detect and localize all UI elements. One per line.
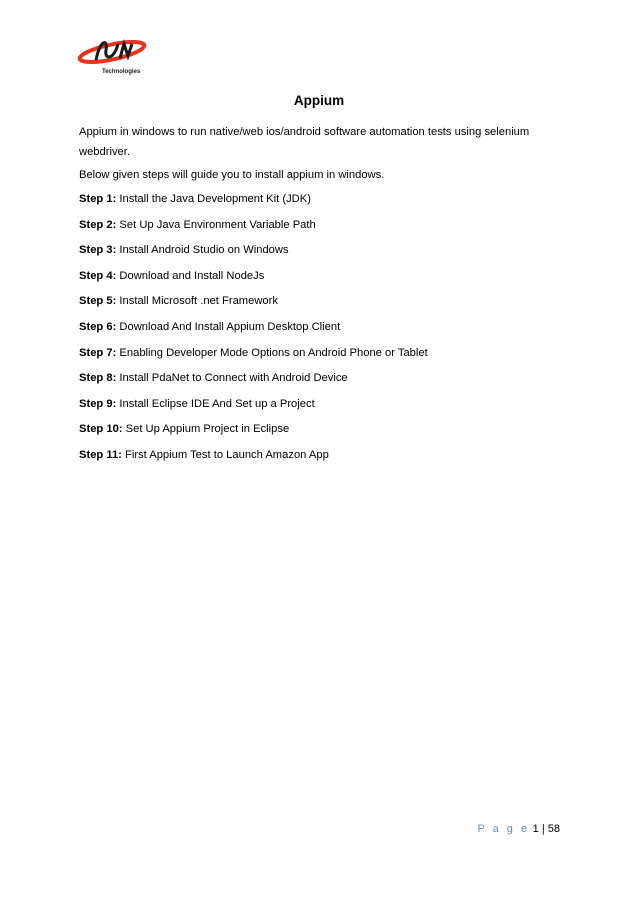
step-label: Step 10:	[79, 423, 123, 436]
step-label: Step 9:	[79, 397, 117, 410]
logo-text: Technologies	[102, 69, 141, 75]
step-label: Step 5:	[79, 295, 117, 308]
step-label: Step 2:	[79, 218, 117, 231]
step-text: Download and Install NodeJs	[119, 269, 265, 282]
step-text: Install Microsoft .net Framework	[119, 295, 278, 308]
step-item	[79, 187, 569, 213]
intro-paragraph: Appium in windows to run native/web ios/android software automation tests using selenium webdriver.	[79, 126, 530, 158]
page-word: P a g e	[477, 823, 530, 835]
step-text: Install the Java Development Kit (JDK)	[119, 193, 311, 205]
step-label: Step 4:	[79, 269, 117, 282]
step-text: Install Eclipse IDE And Set up a Project	[119, 397, 315, 410]
step-item	[79, 315, 569, 341]
step-text: Set Up Java Environment Variable Path	[119, 218, 316, 231]
step-text: Set Up Appium Project in Eclipse	[125, 423, 290, 436]
step-label: Step 1:	[79, 193, 117, 205]
step-text: Install Android Studio on Windows	[119, 244, 289, 257]
step-item	[79, 264, 569, 290]
document-body	[79, 122, 569, 469]
step-label: Step 8:	[79, 372, 117, 385]
step-item	[79, 238, 569, 264]
step-text: Install PdaNet to Connect with Android Device	[119, 372, 348, 385]
step-item	[79, 213, 569, 239]
logo-graphic	[76, 36, 148, 76]
step-label: Step 3:	[79, 244, 117, 257]
step-label: Step 6:	[79, 320, 117, 333]
page-title: Appium	[293, 93, 345, 108]
step-item	[79, 289, 569, 315]
step-label: Step 11:	[79, 448, 122, 461]
step-item	[79, 417, 569, 443]
step-item	[79, 341, 569, 367]
step-item	[79, 443, 569, 469]
page-footer	[477, 823, 560, 835]
step-text: First Appium Test to Launch Amazon App	[125, 448, 329, 461]
guide-paragraph: Below given steps will guide you to install appium in windows.	[79, 169, 385, 181]
company-logo	[76, 36, 148, 76]
step-text: Enabling Developer Mode Options on Android Phone or Tablet	[119, 346, 428, 359]
step-label: Step 7:	[79, 346, 117, 359]
step-item	[79, 392, 569, 418]
steps-list	[79, 187, 569, 469]
step-text: Download And Install Appium Desktop Client	[119, 320, 341, 333]
step-item	[79, 366, 569, 392]
page-number: 1 | 58	[532, 823, 560, 835]
